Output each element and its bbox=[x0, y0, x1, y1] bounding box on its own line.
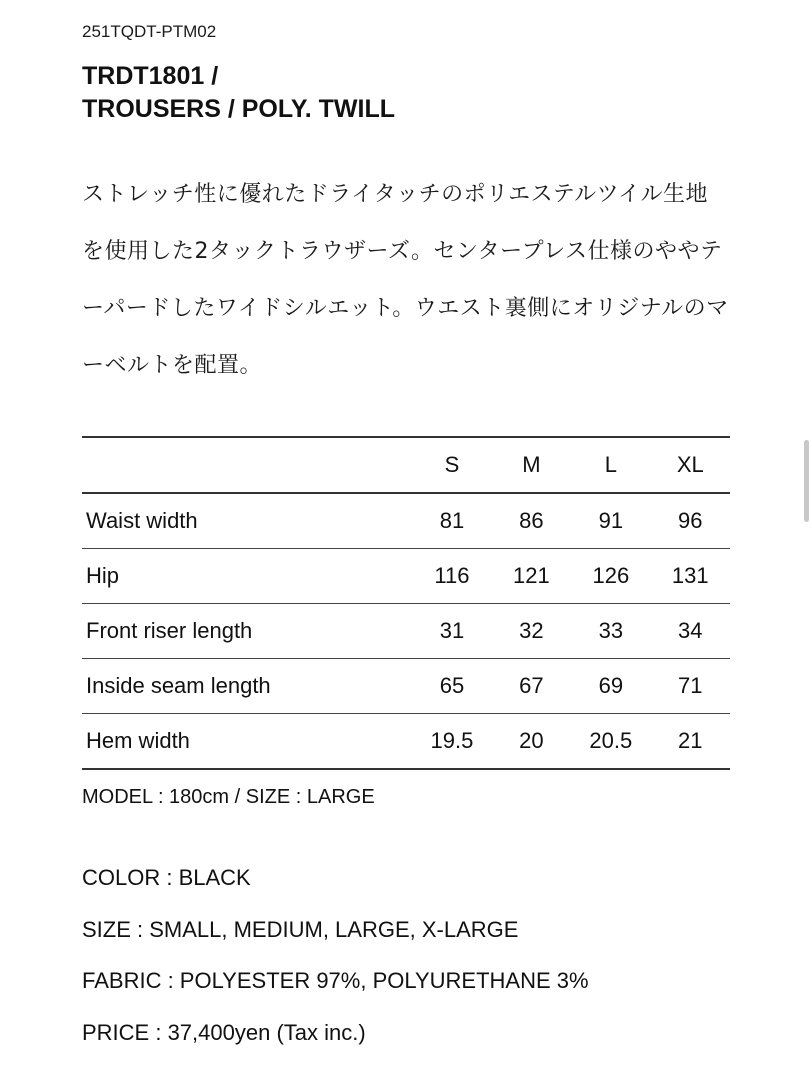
size-header-row bbox=[82, 437, 730, 493]
cell-value: 21 bbox=[678, 728, 703, 753]
scrollbar-thumb[interactable] bbox=[804, 440, 809, 522]
cell-value: 116 bbox=[434, 563, 470, 588]
product-title-line-1: TRDT1801 / bbox=[82, 62, 219, 90]
product-specs bbox=[82, 860, 589, 1066]
size-header-xl: XL bbox=[676, 452, 704, 477]
cell-value: 86 bbox=[519, 508, 544, 533]
product-title bbox=[82, 60, 395, 126]
size-header-l: L bbox=[604, 452, 617, 477]
cell-value: 31 bbox=[439, 618, 465, 643]
table-row bbox=[82, 493, 730, 549]
cell-value: 67 bbox=[519, 673, 544, 698]
cell-value: 20 bbox=[519, 728, 544, 753]
spec-price: PRICE : 37,400yen (Tax inc.) bbox=[82, 1019, 366, 1045]
table-row bbox=[82, 604, 730, 659]
cell-value: 20.5 bbox=[589, 728, 633, 753]
row-label-front-riser: Front riser length bbox=[86, 618, 253, 643]
size-header-blank bbox=[82, 437, 412, 493]
row-label-hem: Hem width bbox=[86, 728, 190, 753]
cell-value: 126 bbox=[592, 563, 630, 588]
row-label-hip: Hip bbox=[86, 563, 120, 588]
cell-value: 121 bbox=[513, 563, 550, 588]
size-chart-table bbox=[82, 436, 730, 770]
cell-value: 91 bbox=[598, 508, 624, 533]
row-label-waist: Waist width bbox=[86, 508, 198, 533]
cell-value: 33 bbox=[598, 618, 624, 643]
spec-color: COLOR : BLACK bbox=[82, 865, 251, 890]
cell-value: 19.5 bbox=[430, 728, 474, 753]
cell-value: 81 bbox=[439, 508, 465, 533]
cell-value: 71 bbox=[678, 673, 703, 698]
spec-fabric: FABRIC : POLYESTER 97%, POLYURETHANE 3% bbox=[82, 968, 589, 993]
cell-value: 34 bbox=[678, 618, 703, 643]
size-header-s: S bbox=[444, 452, 460, 477]
cell-value: 131 bbox=[671, 563, 709, 588]
cell-value: 69 bbox=[598, 673, 624, 698]
product-title-line-2: TROUSERS / POLY. TWILL bbox=[82, 95, 395, 123]
table-row bbox=[82, 549, 730, 604]
cell-value: 96 bbox=[678, 508, 703, 533]
cell-value: 32 bbox=[519, 618, 544, 643]
row-label-inside-seam: Inside seam length bbox=[86, 673, 271, 698]
size-header-m: M bbox=[522, 452, 541, 477]
table-row bbox=[82, 714, 730, 770]
product-code: 251TQDT-PTM02 bbox=[82, 22, 217, 41]
cell-value: 65 bbox=[439, 673, 465, 698]
spec-size: SIZE : SMALL, MEDIUM, LARGE, X-LARGE bbox=[82, 916, 519, 942]
product-description: ストレッチ性に優れたドライタッチのポリエステルツイル生地を使用した2タックトラウザーズ。センタープレス仕様のややテーパードしたワイドシルエット。ウエスト裏側にオリジナルのマーベルトを配置。 bbox=[82, 182, 729, 378]
model-info: MODEL : 180cm / SIZE : LARGE bbox=[82, 786, 375, 808]
table-row bbox=[82, 659, 730, 714]
